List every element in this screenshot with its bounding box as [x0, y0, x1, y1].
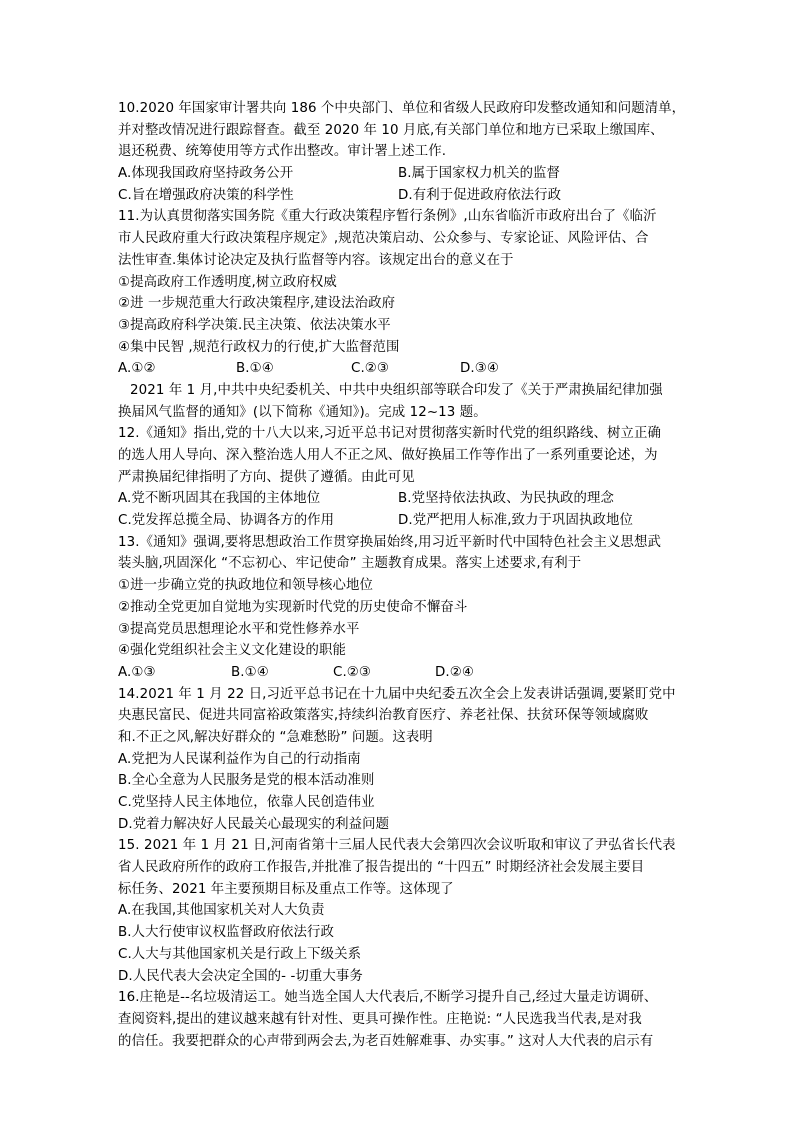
material-intro [118, 380, 680, 423]
option-a: A.①② [118, 361, 156, 377]
option-d: D.②④ [435, 664, 474, 680]
statement-item: ①提高政府工作透明度,树立政府权威 [118, 274, 337, 290]
options-row [118, 185, 680, 207]
question-text-line: 严肃换届纪律指明了方向、提供了遵循。由此可见 [118, 469, 415, 485]
question-text-line: 的信任。我要把群众的心声带到两会去,为老百姓解难事、办实事。” 这对人大代表的启示有 [118, 1033, 654, 1049]
question-text-line: 15. 2021 年 1 月 21 日,河南省第十三届人民代表大会第四次会议听取和审议了尹弘省长代表 [118, 838, 676, 854]
question-text-line: 退还税费、统筹使用等方式作出整改。审计署上述工作. [118, 144, 447, 160]
option-a: A.在我国,其他国家机关对人大负责 [118, 903, 325, 919]
exam-page [118, 98, 686, 1052]
statement-item: ③提高政府科学决策.民主决策、依法决策水平 [118, 317, 391, 333]
question-text-line: 10.2020 年国家审计署共向 186 个中央部门、单位和省级人民政府印发整改通知和问题清单， [118, 101, 686, 116]
question-text-line: 标任务、2021 年主要预期目标及重点工作等。这体现了 [118, 881, 454, 897]
option-c: C.人大与其他国家机关是行政上下级关系 [118, 946, 362, 962]
statement-item: ④集中民智 ,规范行政权力的行使,扩大监督范围 [118, 339, 400, 355]
option-c: C.②③ [351, 361, 390, 377]
question-text-line: 和.不正之风,解决好群众的 “急难愁盼” 问题。这表明 [118, 729, 433, 745]
question-text-line: 央惠民富民、促进共同富裕政策落实,持续纠治教育医疗、养老社保、扶贫环保等领域腐败 [118, 708, 649, 724]
option-c: C.②③ [333, 664, 372, 680]
question-13 [118, 532, 680, 684]
option-b: B.①④ [236, 361, 274, 377]
statement-item: ③提高党员思想理论水平和党性修养水平 [118, 621, 360, 637]
intro-text-line: 换届风气监督的通知》(以下简称《通知》)。完成 12~13 题。 [118, 404, 487, 420]
option-a: A.党不断巩固其在我国的主体地位 [118, 491, 321, 507]
option-a: A.党把为人民谋利益作为自己的行动指南 [118, 751, 361, 767]
options-row [118, 510, 680, 532]
options-row [118, 488, 680, 510]
statement-item: ②推动全党更加自觉地为实现新时代党的历史使命不懈奋斗 [118, 599, 468, 615]
question-16 [118, 987, 680, 1052]
option-a: A.体现我国政府坚持政务公开 [118, 166, 294, 182]
option-d: D.③④ [460, 361, 499, 377]
question-text-line: 14.2021 年 1 月 22 日,习近平总书记在十九届中央纪委五次全会上发表讲话强调,要紧盯党中 [118, 686, 676, 702]
question-text-line: 16.庄艳是--名垃圾清运工。她当选全国人大代表后,不断学习提升自己,经过大量走访调研、 [118, 990, 658, 1006]
question-12 [118, 423, 680, 531]
question-text-line: 法性审查.集体讨论决定及执行监督等内容。该规定出台的意义在于 [118, 252, 514, 268]
question-15 [118, 835, 680, 987]
statement-item: ②进 一步规范重大行政决策程序,建设法治政府 [118, 296, 396, 312]
option-b: B.属于国家权力机关的监督 [398, 166, 561, 182]
options-row [118, 358, 680, 380]
question-11 [118, 206, 680, 380]
option-b: B.党坚持依法执政、为民执政的理念 [398, 491, 615, 507]
option-c: C.党坚持人民主体地位，依靠人民创造伟业 [118, 795, 375, 810]
option-d: D.有利于促进政府依法行政 [398, 187, 562, 203]
question-text-line: 12.《通知》指出,党的十八大以来,习近平总书记对贯彻落实新时代党的组织路线、树立正确 [118, 426, 661, 442]
option-d: D.人民代表大会决定全国的- -切重大事务 [118, 968, 363, 984]
options-row [118, 163, 680, 185]
question-10 [118, 98, 686, 206]
option-a: A.①③ [118, 664, 156, 680]
option-c: C.党发挥总揽全局、协调各方的作用 [118, 513, 335, 529]
options-row [118, 662, 680, 684]
question-text-line: 查阅资料,提出的建议越来越有针对性、更具可操作性。庄艳说: “人民选我当代表,是对我 [118, 1011, 642, 1027]
question-text-line: 并对整改情况进行跟踪督查。截至 2020 年 10 月底,有关部门单位和地方已采取上缴国库、 [118, 122, 664, 138]
question-text-line: 13.《通知》强调,要将思想政治工作贯穿换届始终,用习近平新时代中国特色社会主义思想武 [118, 534, 661, 550]
question-text-line: 装头脑,巩固深化 “不忘初心、牢记使命” 主题教育成果。落实上述要求,有利于 [118, 556, 582, 572]
option-d: D.党着力解决好人民最关心最现实的利益问题 [118, 816, 390, 832]
statement-item: ④强化党组织社会主义文化建设的职能 [118, 643, 346, 659]
option-b: B.①④ [231, 664, 269, 680]
intro-text-line: 2021 年 1 月,中共中央纪委机关、中共中央组织部等联合印发了《关于严肃换届纪律加强 [130, 382, 663, 398]
option-b: B.人大行使审议权监督政府依法行政 [118, 925, 335, 941]
statement-item: ①进一步确立党的执政地位和领导核心地位 [118, 578, 373, 594]
question-text-line: 的选人用人导向、深入整治选人用人不正之风、做好换届工作等作出了一系列重要论述，为 [118, 448, 658, 463]
option-d: D.党严把用人标准,致力于巩固执政地位 [398, 513, 633, 529]
question-text-line: 11.为认真贯彻落实国务院《重大行政决策程序暂行条例》,山东省临沂市政府出台了《临沂 [118, 209, 657, 225]
option-b: B.全心全意为人民服务是党的根本活动准则 [118, 773, 375, 789]
question-text-line: 市人民政府重大行政决策程序规定》,规范决策启动、公众参与、专家论证、风险评估、合 [118, 231, 649, 247]
option-c: C.旨在增强政府决策的科学性 [118, 187, 294, 203]
question-14 [118, 684, 680, 836]
question-text-line: 省人民政府所作的政府工作报告,并批准了报告提出的 “十四五” 时期经济社会发展主要目 [118, 860, 645, 876]
